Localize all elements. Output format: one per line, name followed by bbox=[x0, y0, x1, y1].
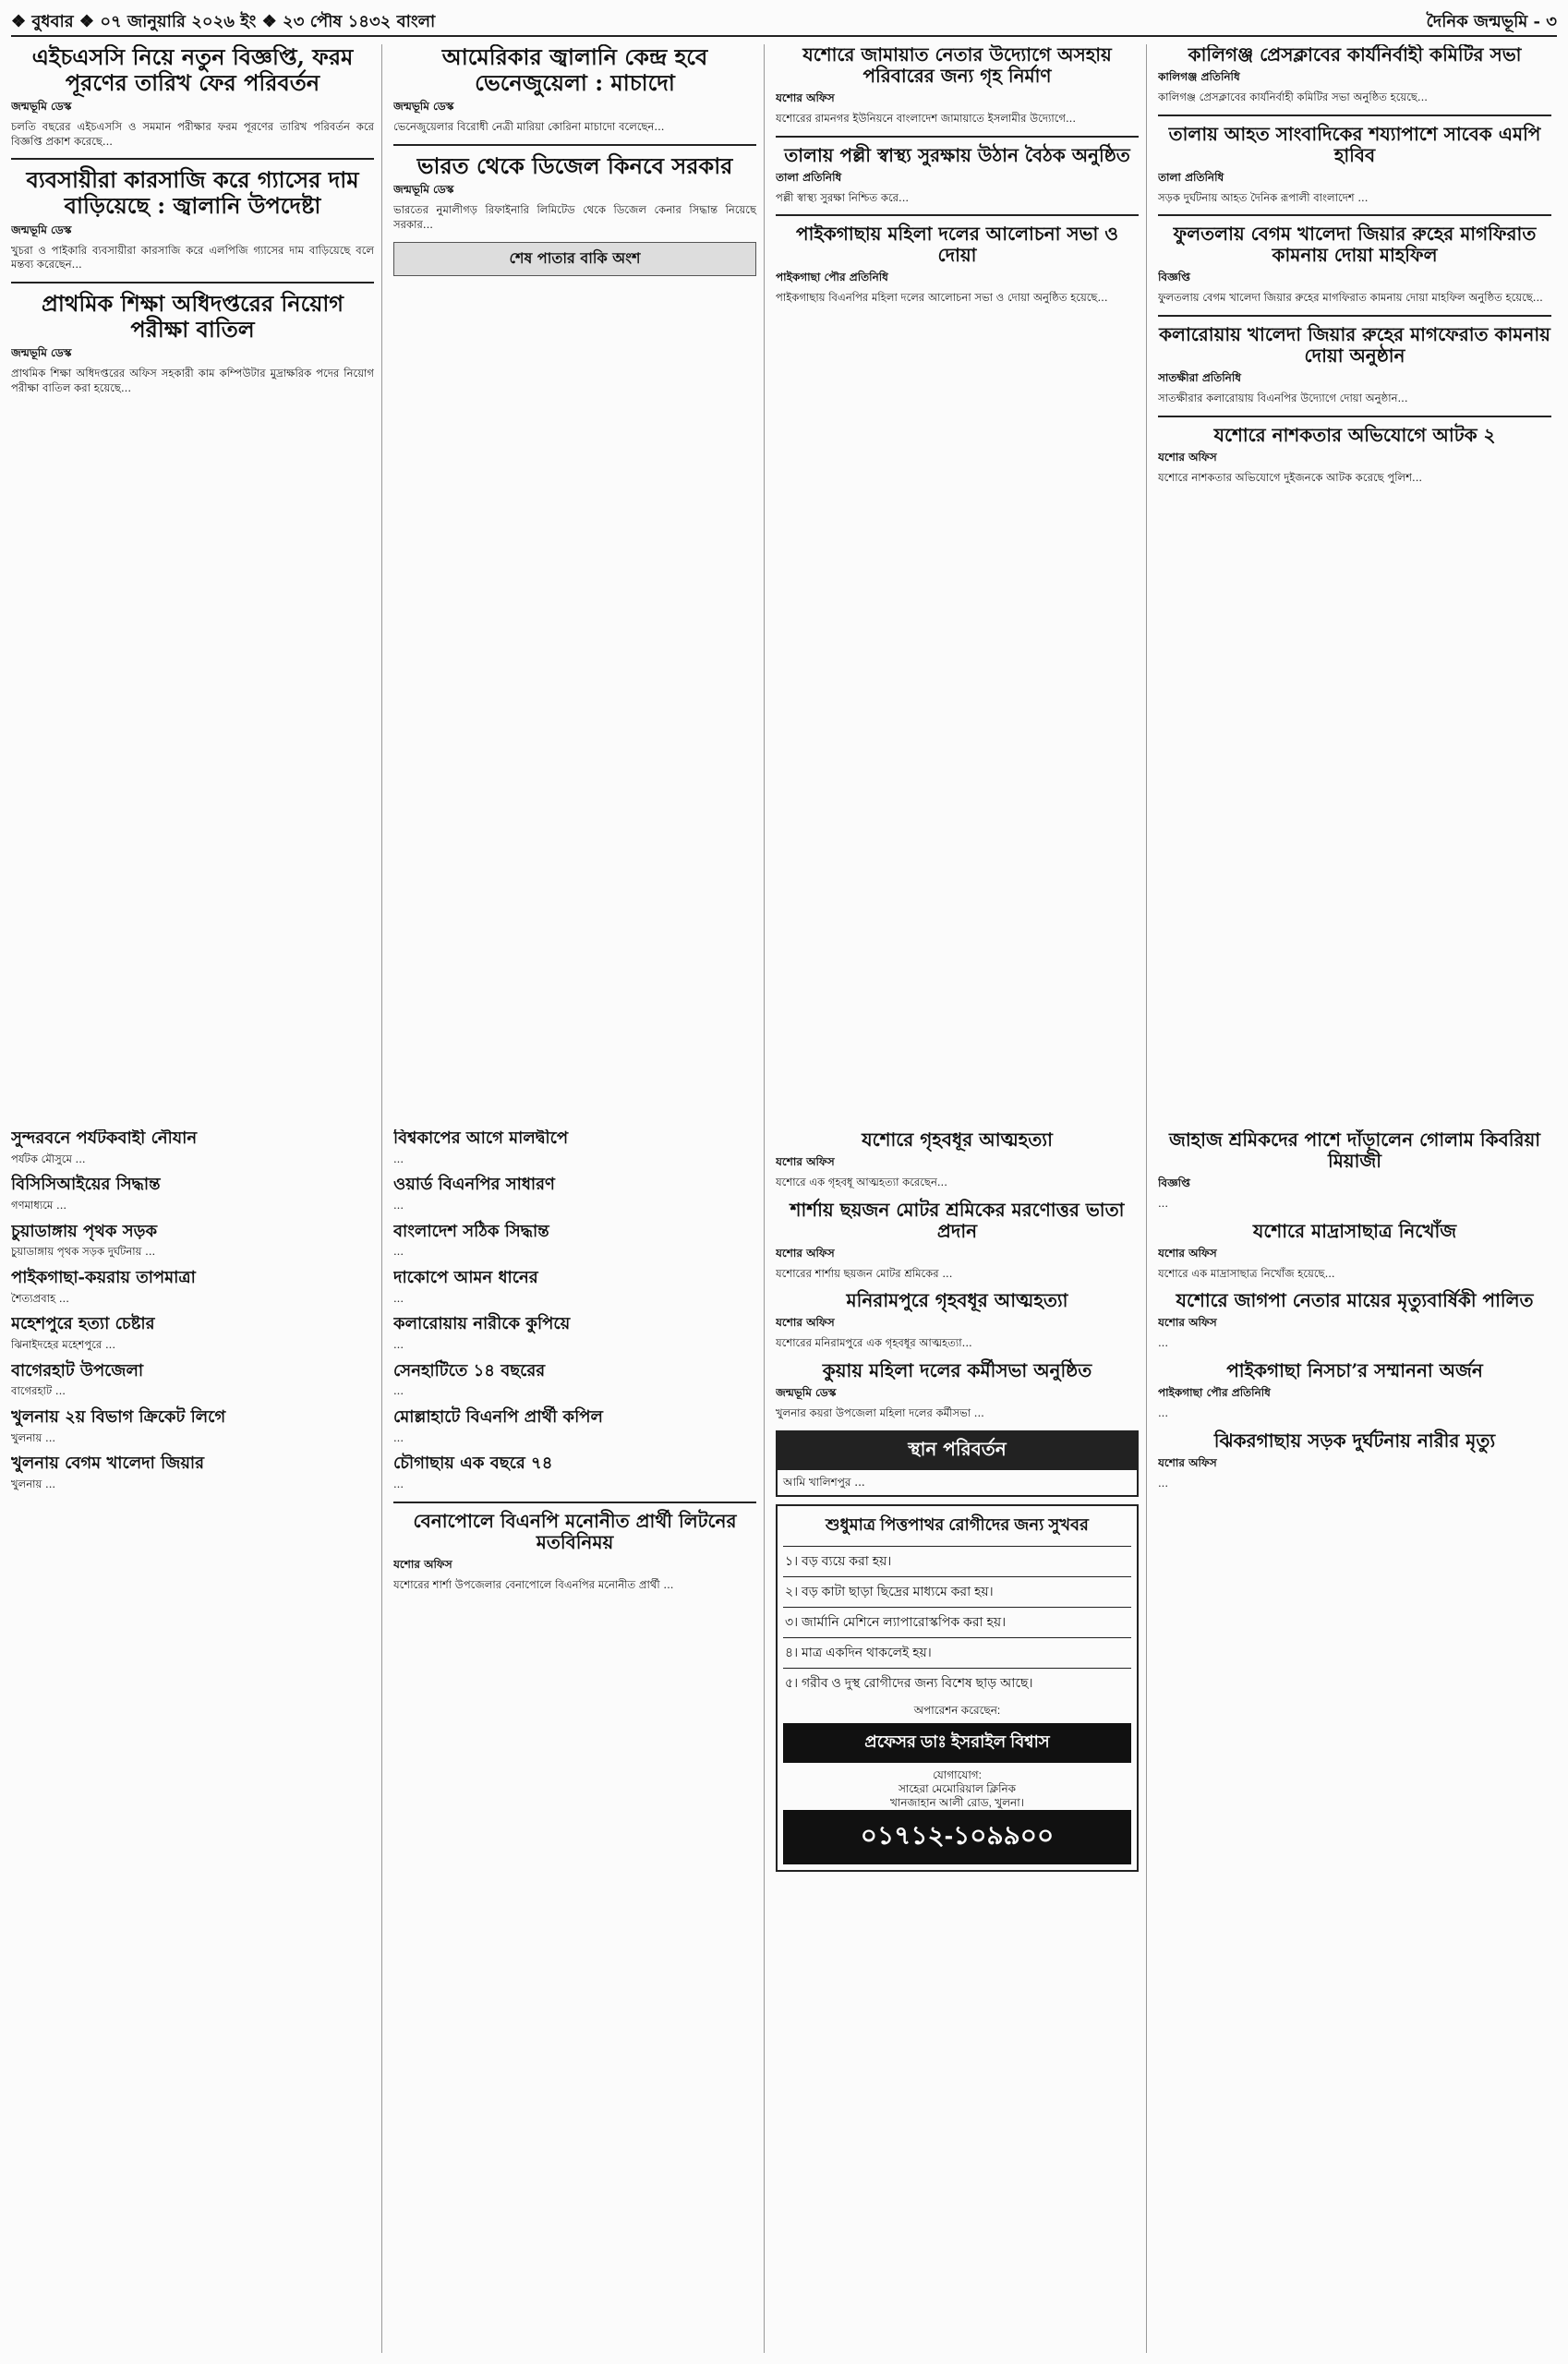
story-kolaroa bbox=[1158, 324, 1551, 406]
divider bbox=[11, 282, 374, 283]
headline: শার্শায় ছয়জন মোটর শ্রমিকের মরণোত্তর ভাতা প্রদান bbox=[790, 1198, 1125, 1242]
story-text: গণমাধ্যমে ... bbox=[11, 1199, 67, 1212]
bottom-column-1 bbox=[11, 1129, 382, 2353]
top-column-4 bbox=[1158, 44, 1551, 1160]
story-jhikargachha bbox=[1158, 1430, 1551, 1491]
medical-ad bbox=[776, 1504, 1139, 1872]
story-mollahat bbox=[393, 1408, 756, 1445]
byline: যশোর অফিস bbox=[1158, 450, 1217, 464]
story-temperature bbox=[11, 1269, 374, 1306]
story-kolaroa-woman bbox=[393, 1315, 756, 1352]
headline: পাইকগাছা নিসচা’র সম্মাননা অর্জন bbox=[1226, 1358, 1483, 1381]
story-chougachha bbox=[393, 1454, 756, 1491]
page-title-right: দৈনিক জন্মভূমি - ৩ bbox=[1426, 11, 1557, 31]
byline: জন্মভূমি ডেস্ক bbox=[393, 100, 454, 114]
headline: সেনহাটিতে ১৪ বছরের bbox=[393, 1360, 546, 1381]
story-text: যশোরের শার্শা উপজেলার বেনাপোলে বিএনপির মনোনীত প্রার্থী ... bbox=[393, 1577, 674, 1591]
story-benapole bbox=[393, 1511, 756, 1593]
story-text: চুয়াডাঙ্গায় পৃথক সড়ক দুর্ঘটনায় ... bbox=[11, 1245, 156, 1259]
headline: ভারত থেকে ডিজেল কিনবে সরকার bbox=[416, 151, 733, 179]
story-text: ... bbox=[393, 1477, 404, 1490]
headline: যশোরে গৃহবধূর আত্মহত্যা bbox=[862, 1129, 1053, 1151]
headline: খুলনায় ২য় বিভাগ ক্রিকেট লিগে bbox=[11, 1406, 226, 1427]
headline: তালায় আহত সাংবাদিকের শয্যাপাশে সাবেক এমপি হাবিব bbox=[1168, 122, 1541, 166]
story-text: ... bbox=[393, 1291, 404, 1305]
ad-list bbox=[783, 1546, 1131, 1698]
headline: মনিরামপুরে গৃহবধূর আত্মহত্যা bbox=[846, 1289, 1068, 1312]
ad-clinic: সাহেরা মেমোরিয়াল ক্লিনিক bbox=[898, 1781, 1017, 1795]
story-right-decision bbox=[393, 1223, 756, 1260]
headline: বিশ্বকাপের আগে মালদ্বীপে bbox=[393, 1129, 569, 1148]
ad-surgeon-label: অপারেশন করেছেন: bbox=[913, 1703, 1001, 1717]
byline: জন্মভূমি ডেস্ক bbox=[393, 183, 454, 197]
headline: ফুলতলায় বেগম খালেদা জিয়ার রুহের মাগফিরাত কামনায় দোয়া মাহফিল bbox=[1173, 223, 1537, 267]
ad-phone: ০১৭১২-১০৯৯০০ bbox=[783, 1810, 1131, 1864]
byline: পাইকগাছা পৌর প্রতিনিধি bbox=[776, 271, 888, 284]
headline: পাইকগাছা-কয়রায় তাপমাত্রা bbox=[11, 1267, 196, 1287]
headline: কুয়ায় মহিলা দলের কর্মীসভা অনুষ্ঠিত bbox=[822, 1358, 1092, 1381]
byline: যশোর অফিস bbox=[776, 1246, 835, 1260]
headline: ঝিকরগাছায় সড়ক দুর্ঘটনায় নারীর মৃত্যু bbox=[1213, 1429, 1496, 1452]
byline: জন্মভূমি ডেস্ক bbox=[776, 1385, 837, 1399]
ad-title: শুধুমাত্র পিত্তপাথর রোগীদের জন্য সুখবর bbox=[826, 1514, 1089, 1534]
story-ward-bnp bbox=[393, 1176, 756, 1212]
continued-banner: শেষ পাতার বাকি অংশ bbox=[393, 242, 756, 276]
top-column-3 bbox=[776, 44, 1147, 1160]
story-text: ... bbox=[393, 1152, 404, 1165]
story-bagerhat bbox=[11, 1362, 374, 1399]
bottom-section bbox=[11, 1129, 1557, 2353]
headline: মোল্লাহাটে বিএনপি প্রার্থী কপিল bbox=[393, 1406, 603, 1427]
story-sharsha bbox=[776, 1200, 1139, 1282]
story-paikgachha bbox=[776, 223, 1139, 306]
story-text: ... bbox=[1158, 1197, 1169, 1210]
story-kaliganj bbox=[1158, 44, 1551, 105]
story-bcci bbox=[11, 1176, 374, 1212]
notice-text: আমি খালিশপুর ... bbox=[783, 1475, 865, 1489]
headline: বিসিসিআইয়ের সিদ্ধান্ত bbox=[11, 1175, 161, 1195]
story-text: ... bbox=[393, 1384, 404, 1398]
story-text: ... bbox=[393, 1338, 404, 1351]
story-cricket bbox=[11, 1408, 374, 1445]
story-sundarbans bbox=[11, 1129, 374, 1166]
story-text: ... bbox=[1158, 1405, 1169, 1419]
ad-contact-label: যোগাযোগ: bbox=[932, 1767, 983, 1781]
story-text: ভারতের নুমালীগড় রিফাইনারি লিমিটেড থেকে ডিজেল কেনার সিদ্ধান্ত নিয়েছে সরকার... bbox=[393, 203, 756, 232]
byline: জন্মভূমি ডেস্ক bbox=[11, 100, 72, 114]
byline: যশোর অফিস bbox=[1158, 1455, 1217, 1469]
story-text: খুচরা ও পাইকারি ব্যবসায়ীরা কারসাজি করে এলপিজি গ্যাসের দাম বাড়িয়েছে বলে মন্তব্য করেছেন... bbox=[11, 243, 374, 271]
headline: কলারোয়ায় খালেদা জিয়ার রুহের মাগফেরাত কামনায় দোয়া অনুষ্ঠান bbox=[1159, 322, 1550, 367]
divider bbox=[1158, 115, 1551, 116]
story-text: যশোরে এক মাদ্রাসাছাত্র নিখোঁজ হয়েছে... bbox=[1158, 1266, 1335, 1280]
headline: জাহাজ শ্রমিকদের পাশে দাঁড়ালেন গোলাম কিবরিয়া মিয়াজী bbox=[1168, 1129, 1541, 1172]
ad-item: ৫। গরীব ও দুস্থ রোগীদের জন্য বিশেষ ছাড় আছে। bbox=[783, 1668, 1131, 1698]
story-text: প্রাথমিক শিক্ষা অধিদপ্তরের অফিস সহকারী কাম কম্পিউটার মুদ্রাক্ষরিক পদের নিয়োগ পরীক্ষা বাতিল করা হয়েছে... bbox=[11, 367, 374, 394]
byline: পাইকগাছা পৌর প্রতিনিধি bbox=[1158, 1385, 1271, 1399]
divider bbox=[776, 136, 1139, 138]
headline: যশোরে জাগপা নেতার মায়ের মৃত্যুবার্ষিকী পালিত bbox=[1176, 1289, 1534, 1312]
story-koyra bbox=[776, 1360, 1139, 1421]
masthead bbox=[11, 9, 1557, 37]
story-text: ফুলতলায় বেগম খালেদা জিয়ার রুহের মাগফিরাত কামনায় দোয়া মাহফিল অনুষ্ঠিত হয়েছে... bbox=[1158, 291, 1543, 305]
headline: দাকোপে আমন ধানের bbox=[393, 1267, 538, 1287]
story-text: সাতক্ষীরার কলারোয়ায় বিএনপির উদ্যোগে দোয়া অনুষ্ঠান... bbox=[1158, 391, 1408, 404]
story-text: যশোরের রামনগর ইউনিয়নে বাংলাদেশ জামায়াতে ইসলামীর উদ্যোগে... bbox=[776, 112, 1077, 125]
top-column-1 bbox=[11, 44, 382, 1160]
story-text: ... bbox=[1158, 1476, 1169, 1490]
notice-title: স্থান পরিবর্তন bbox=[778, 1432, 1137, 1470]
headline: চুয়াডাঙ্গায় পৃথক সড়ক bbox=[11, 1221, 158, 1241]
headline: সুন্দরবনে পর্যটকবাহী নৌযান bbox=[11, 1129, 198, 1148]
story-senhati bbox=[393, 1362, 756, 1399]
ad-item: ২। বড় কাটা ছাড়া ছিদ্রের মাধ্যমে করা হয়। bbox=[783, 1576, 1131, 1607]
story-aman-paddy bbox=[393, 1269, 756, 1306]
byline: জন্মভূমি ডেস্ক bbox=[11, 223, 72, 236]
top-column-2 bbox=[393, 44, 765, 1160]
headline: চৌগাছায় এক বছরে ৭৪ bbox=[393, 1453, 553, 1474]
story-tala-health bbox=[776, 145, 1139, 206]
divider bbox=[776, 214, 1139, 216]
story-venezuela bbox=[393, 44, 756, 135]
headline: ওয়ার্ড বিএনপির সাধারণ bbox=[393, 1175, 555, 1195]
story-jashore-suicide bbox=[776, 1129, 1139, 1190]
byline: বিজ্ঞপ্তি bbox=[1158, 271, 1190, 284]
story-text: সড়ক দুর্ঘটনায় আহত দৈনিক রূপালী বাংলাদেশ ... bbox=[1158, 190, 1369, 204]
story-jagpa bbox=[1158, 1290, 1551, 1351]
story-text: ... bbox=[393, 1199, 404, 1212]
divider bbox=[393, 144, 756, 146]
headline: যশোরে জামায়াত নেতার উদ্যোগে অসহায় পরিবারের জন্য গৃহ নির্মাণ bbox=[802, 44, 1112, 87]
story-text: ভেনেজুয়েলার বিরোধী নেত্রী মারিয়া কোরিনা মাচাদো বলেছেন... bbox=[393, 120, 665, 134]
divider bbox=[11, 158, 374, 160]
story-diesel bbox=[393, 153, 756, 233]
story-text: যশোরের শার্শায় ছয়জন মোটর শ্রমিকের ... bbox=[776, 1266, 953, 1280]
headline: তালায় পল্লী স্বাস্থ্য সুরক্ষায় উঠান বৈঠক অনুষ্ঠিত bbox=[784, 143, 1130, 166]
story-missing-student bbox=[1158, 1221, 1551, 1282]
story-text: চলতি বছরের এইচএসসি ও সমমান পরীক্ষার ফরম পূরণের তারিখ পরিবর্তন করে বিজ্ঞপ্তি প্রকাশ করেছে... bbox=[11, 120, 374, 148]
bottom-column-2 bbox=[393, 1129, 765, 2353]
story-gas-price bbox=[11, 167, 374, 271]
byline: সাতক্ষীরা প্রতিনিধি bbox=[1158, 370, 1241, 384]
story-text: ঝিনাইদহের মহেশপুরে ... bbox=[11, 1338, 116, 1351]
headline: যশোরে নাশকতার অভিযোগে আটক ২ bbox=[1213, 423, 1496, 446]
byline: তালা প্রতিনিধি bbox=[1158, 170, 1224, 184]
byline: বিজ্ঞপ্তি bbox=[1158, 1176, 1190, 1189]
story-text: খুলনায় ... bbox=[11, 1477, 56, 1490]
story-text: খুলনার কয়রা উপজেলা মহিলা দলের কর্মীসভা ... bbox=[776, 1405, 984, 1419]
story-text: বাগেরহাট ... bbox=[11, 1384, 66, 1398]
headline: মহেশপুরে হত্যা চেষ্টার bbox=[11, 1314, 155, 1334]
story-housing bbox=[776, 44, 1139, 127]
headline: পাইকগাছায় মহিলা দলের আলোচনা সভা ও দোয়া bbox=[796, 223, 1118, 267]
page-date-left: ❖ বুধবার ❖ ০৭ জানুয়ারি ২০২৬ ইং ❖ ২৩ পৌষ ১৪৩২ বাংলা bbox=[11, 11, 436, 31]
byline: কালিগঞ্জ প্রতিনিধি bbox=[1158, 70, 1240, 83]
byline: যশোর অফিস bbox=[1158, 1316, 1217, 1330]
story-text: পল্লী স্বাস্থ্য সুরক্ষা নিশ্চিত করে... bbox=[776, 190, 910, 204]
story-primary-exam bbox=[11, 291, 374, 395]
story-maldives bbox=[393, 1129, 756, 1166]
byline: তালা প্রতিনিধি bbox=[776, 170, 842, 184]
top-section bbox=[11, 44, 1557, 1160]
divider bbox=[393, 1502, 756, 1503]
story-text: ... bbox=[393, 1430, 404, 1444]
story-text: যশোরের মনিরামপুরে এক গৃহবধূর আত্মহত্যা... bbox=[776, 1336, 972, 1350]
story-workers bbox=[1158, 1129, 1551, 1212]
byline: জন্মভূমি ডেস্ক bbox=[11, 346, 72, 360]
headline: কলারোয়ায় নারীকে কুপিয়ে bbox=[393, 1314, 571, 1334]
headline: বেনাপোলে বিএনপি মনোনীত প্রার্থী লিটনের মতবিনিময় bbox=[413, 1509, 737, 1553]
bottom-column-3 bbox=[776, 1129, 1147, 2353]
story-text: যশোরে নাশকতার অভিযোগে দুইজনকে আটক করেছে পুলিশ... bbox=[1158, 470, 1423, 484]
story-khulna-khaleda bbox=[11, 1454, 374, 1491]
headline: যশোরে মাদ্রাসাছাত্র নিখোঁজ bbox=[1252, 1219, 1457, 1242]
story-text: কালিগঞ্জ প্রেসক্লাবের কার্যনির্বাহী কমিটির সভা অনুষ্ঠিত হয়েছে... bbox=[1158, 90, 1428, 103]
headline: খুলনায় বেগম খালেদা জিয়ার bbox=[11, 1453, 205, 1474]
notice-box bbox=[776, 1430, 1139, 1497]
story-text: শৈত্যপ্রবাহ ... bbox=[11, 1291, 69, 1305]
story-fultola bbox=[1158, 223, 1551, 306]
bottom-column-4 bbox=[1158, 1129, 1551, 2353]
story-arrest bbox=[1158, 425, 1551, 486]
byline: যশোর অফিস bbox=[776, 1316, 835, 1330]
byline: যশোর অফিস bbox=[1158, 1246, 1217, 1260]
ad-item: ৪। মাত্র একদিন থাকলেই হয়। bbox=[783, 1637, 1131, 1668]
story-text: যশোরে এক গৃহবধূ আত্মহত্যা করেছেন... bbox=[776, 1176, 947, 1188]
story-text: পর্যটক মৌসুমে ... bbox=[11, 1152, 86, 1165]
story-hsc bbox=[11, 44, 374, 149]
ad-item: ৩। জার্মানি মেশিনে ল্যাপারোস্কপিক করা হয়। bbox=[783, 1607, 1131, 1637]
story-habib bbox=[1158, 124, 1551, 206]
headline: ব্যবসায়ীরা কারসাজি করে গ্যাসের দাম বাড়িয়েছে : জ্বালানি উপদেষ্টা bbox=[26, 166, 359, 220]
story-text: ... bbox=[393, 1245, 404, 1259]
headline: বাগেরহাট উপজেলা bbox=[11, 1360, 144, 1381]
byline: যশোর অফিস bbox=[776, 91, 835, 104]
ad-item: ১। বড় ব্যয়ে করা হয়। bbox=[783, 1546, 1131, 1576]
byline: যশোর অফিস bbox=[776, 1155, 835, 1168]
byline: যশোর অফিস bbox=[393, 1557, 452, 1571]
headline: বাংলাদেশ সঠিক সিদ্ধান্ত bbox=[393, 1221, 549, 1241]
headline: এইচএসসি নিয়ে নতুন বিজ্ঞপ্তি, ফরম পূরণের তারিখ ফের পরিবর্তন bbox=[31, 44, 354, 96]
story-monirampur bbox=[776, 1290, 1139, 1351]
story-text: পাইকগাছায় বিএনপির মহিলা দলের আলোচনা সভা ও দোয়া অনুষ্ঠিত হয়েছে... bbox=[776, 291, 1108, 305]
headline: আমেরিকার জ্বালানি কেন্দ্র হবে ভেনেজুয়েলা : মাচাদো bbox=[441, 44, 708, 96]
divider bbox=[1158, 416, 1551, 417]
story-text: ... bbox=[1158, 1336, 1169, 1350]
ad-doctor: প্রফেসর ডাঃ ইসরাইল বিশ্বাস bbox=[783, 1723, 1131, 1763]
divider bbox=[1158, 315, 1551, 317]
story-text: খুলনায় ... bbox=[11, 1430, 56, 1444]
divider bbox=[1158, 214, 1551, 216]
headline: কালিগঞ্জ প্রেসক্লাবের কার্যনির্বাহী কমিটির সভা bbox=[1188, 44, 1522, 66]
story-murder-attempt bbox=[11, 1315, 374, 1352]
story-chuadanga bbox=[11, 1223, 374, 1260]
story-nisca bbox=[1158, 1360, 1551, 1421]
ad-address: খানজাহান আলী রোড, খুলনা। bbox=[890, 1795, 1024, 1809]
headline: প্রাথমিক শিক্ষা অধিদপ্তরের নিয়োগ পরীক্ষা বাতিল bbox=[41, 289, 344, 343]
